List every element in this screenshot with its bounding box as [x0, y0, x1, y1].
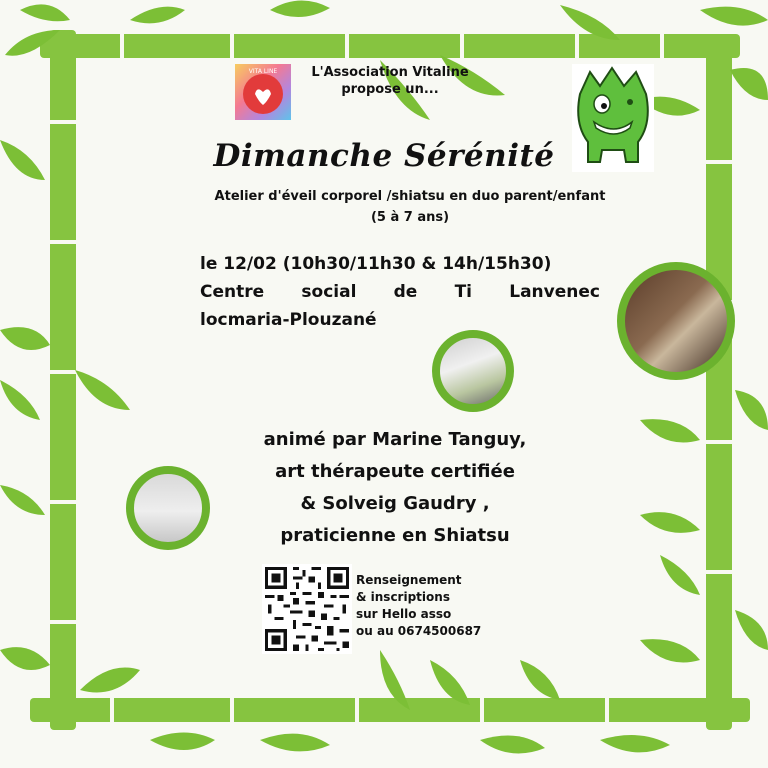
- association-logo: [235, 64, 291, 120]
- contact-phone: ou au 0674500687: [356, 624, 482, 638]
- logo-text: VITA LINE: [248, 68, 278, 75]
- contact-info: [356, 572, 506, 640]
- host-line: art thérapeute certifiée: [275, 461, 515, 482]
- venue-word: Centre: [200, 282, 265, 302]
- event-town: locmaria-Plouzané: [200, 310, 377, 330]
- event-date: le 12/02 (10h30/11h30 & 14h/15h30): [200, 254, 552, 274]
- event-venue: [200, 278, 600, 306]
- photo-drawing-activity: [432, 330, 514, 412]
- host-line: praticienne en Shiatsu: [280, 525, 510, 546]
- venue-word: de: [393, 282, 418, 302]
- venue-word: Ti: [454, 282, 473, 302]
- qr-code[interactable]: [262, 564, 352, 654]
- photo-balance-board: [126, 466, 210, 550]
- event-subtitle: [140, 186, 680, 228]
- venue-word: social: [301, 282, 357, 302]
- event-title: Dimanche Sérénité: [213, 138, 555, 174]
- contact-line: Renseignement: [356, 573, 462, 587]
- event-details: [200, 250, 600, 334]
- event-hosts: [210, 424, 580, 552]
- venue-word: Lanvenec: [509, 282, 600, 302]
- workshop-description: Atelier d'éveil corporel /shiatsu en duo parent/enfant: [214, 189, 606, 204]
- photo-shiatsu-duo: [617, 262, 735, 380]
- host-line: animé par Marine Tanguy,: [263, 429, 527, 450]
- contact-line: sur Hello asso: [356, 607, 452, 621]
- association-name: L'Association Vitaline: [311, 65, 469, 80]
- association-proposes: propose un...: [341, 82, 439, 97]
- age-range: (5 à 7 ans): [370, 210, 450, 225]
- host-line: & Solveig Gaudry ,: [300, 493, 490, 514]
- association-intro: [300, 64, 480, 98]
- contact-line: & inscriptions: [356, 590, 450, 604]
